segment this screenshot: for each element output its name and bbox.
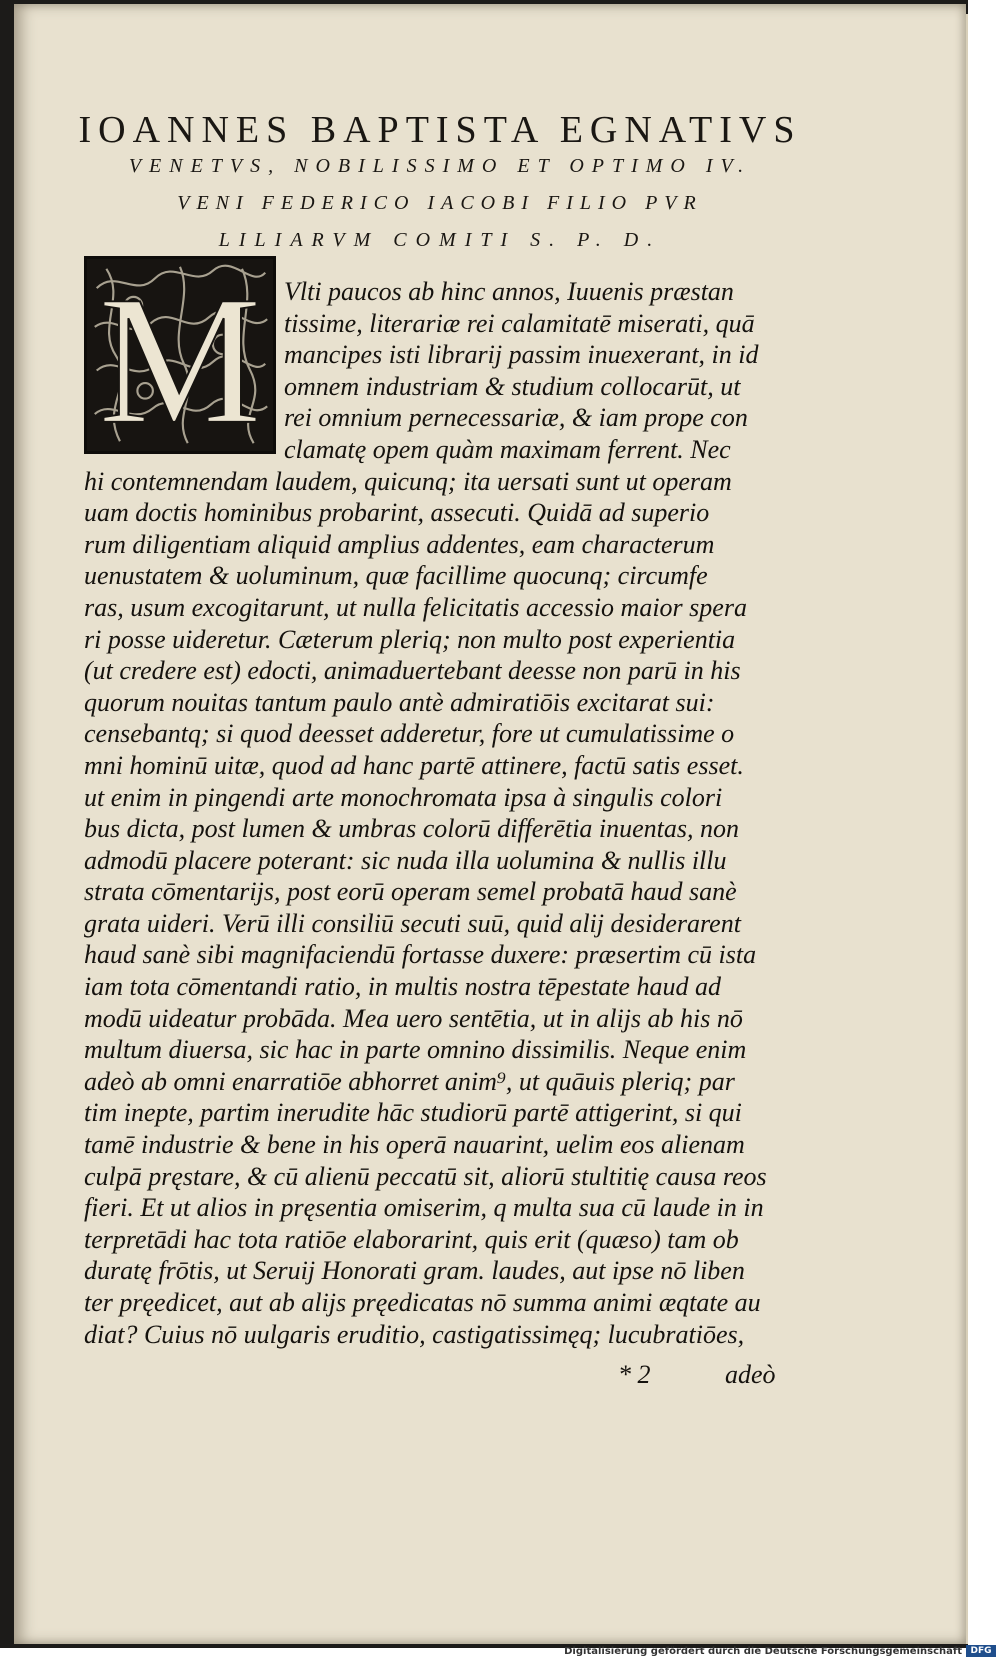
text-line: (ut credere est) edocti, animaduertebant deesse non parū in his <box>84 656 741 686</box>
text-line: omnem industriam & studium collocarūt, ut <box>284 371 741 401</box>
text-line: ri posse uideretur. Cæterum pleriq; non multo post experientia <box>84 624 736 654</box>
text-line: strata cōmentarijs, post eorū operam semel probatā haud sanè <box>84 877 737 907</box>
text-line: ut enim in pingendi arte monochromata ipsa à singulis colori <box>84 782 723 812</box>
dfg-logo: DFG <box>966 1645 996 1657</box>
text-line: uam doctis hominibus probarint, assecuti. Quidā ad superio <box>84 498 710 528</box>
text-line: terpretādi hac tota ratiōe elaborarint, quis erit (quæso) tam ob <box>84 1224 739 1254</box>
text-line: tamē industrie & bene in his operā nauarint, uelim eos alienam <box>84 1130 745 1160</box>
text-line: mni hominū uitæ, quod ad hanc partē attinere, factū satis esset. <box>84 750 744 780</box>
text-line: haud sanè sibi magnifaciendū fortasse duxere: præsertim cū ista <box>84 940 757 970</box>
text-line: tim inepte, partim inerudite hāc studiorū partē attigerint, si qui <box>84 1098 742 1128</box>
text-line: bus dicta, post lumen & umbras colorū differētia inuentas, non <box>84 814 740 844</box>
text-line: rum diligentiam aliquid amplius addentes, eam characterum <box>84 529 715 559</box>
text-line: iam tota cōmentandi ratio, in multis nostra tēpestate haud ad <box>84 972 721 1002</box>
text-line: diat? Cuius nō uulgaris eruditio, castigatissimęq; lucubratiōes, <box>84 1319 745 1349</box>
text-line: mancipes isti librarij passim inuexerant, in id <box>284 340 759 370</box>
text-line: duratę frōtis, ut Seruij Honorati gram. laudes, aut ipse nō liben <box>84 1256 745 1286</box>
text-line: modū uideatur probāda. Mea uero sentētia, ut in alijs ab his nō <box>84 1003 743 1033</box>
initial-letter: M <box>98 259 262 451</box>
text-line: tissime, literariæ rei calamitatē miserati, quā <box>284 308 755 338</box>
text-line: culpā pręstare, & cū alienū peccatū sit, aliorū stultitię causa reos <box>84 1161 767 1191</box>
text-line: rei omnium pernecessariæ, & iam prope con <box>284 403 748 433</box>
text-line: Vlti paucos ab hinc annos, Iuuenis præstan <box>284 277 734 306</box>
signature-mark: * 2 <box>618 1360 651 1389</box>
heading-line-3: VENI FEDERICO IACOBI FILIO PVR <box>177 192 703 214</box>
text-line: adeò ab omni enarratiōe abhorret anim⁹, ut quāuis pleriq; par <box>84 1066 735 1096</box>
text-line: fieri. Et ut alios in pręsentia omiserim, q multa sua cū laude in in <box>84 1193 764 1223</box>
heading-line-1: IOANNES BAPTISTA EGNATIVS <box>78 109 802 151</box>
text-line: quorum nouitas tantum paulo antè admiratiōis excitarat sui: <box>84 687 715 717</box>
text-line: grata uideri. Verū illi consiliū secuti suū, quid alij desiderarent <box>84 908 741 938</box>
heading-line-4: LILIARVM COMITI S. P. D. <box>218 229 662 251</box>
body-text <box>84 276 822 1350</box>
text-line: admodū placere poterant: sic nuda illa uolumina & nullis illu <box>84 845 727 875</box>
text-line: ter pręedicet, aut ab alijs pręedicatas nō summa animi æqtate au <box>84 1288 761 1317</box>
text-line: clamatę opem quàm maximam ferrent. Nec <box>284 434 731 464</box>
funding-credit: Digitalisierung gefördert durch die Deutsche Forschungsgemeinschaft <box>564 1646 962 1657</box>
text-line: censebantq; si quod deesset adderetur, fore ut cumulatissime o <box>84 719 735 749</box>
text-line: ras, usum excogitarunt, ut nulla felicitatis accessio maior spera <box>84 592 747 622</box>
heading-line-2: VENETVS, NOBILISSIMO ET OPTIMO IV. <box>128 155 752 177</box>
text-line: hi contemnendam laudem, quicunq; ita uersati sunt ut operam <box>84 466 732 496</box>
text-line: uenustatem & uoluminum, quæ facillime quocunq; circumfe <box>84 561 708 591</box>
catchword: adeò <box>725 1360 776 1389</box>
text-line: multum diuersa, sic hac in parte omnino dissimilis. Neque enim <box>84 1035 747 1065</box>
